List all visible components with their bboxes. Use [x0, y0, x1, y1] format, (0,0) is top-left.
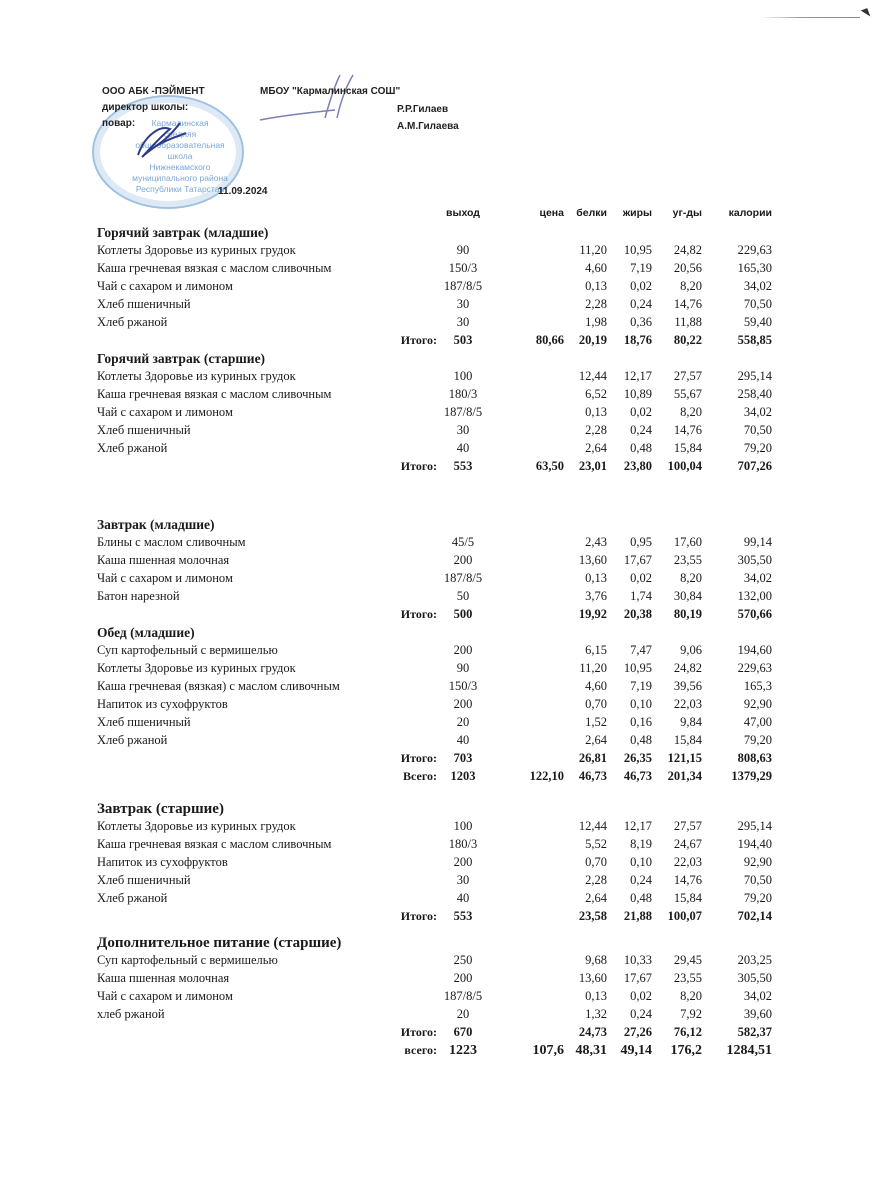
section-title: Горячий завтрак (старшие)	[97, 351, 266, 366]
subtotal-row	[97, 459, 787, 477]
cell-output: 100	[453, 369, 473, 383]
cell-output: 200	[453, 643, 473, 657]
section-title: Горячий завтрак (младшие)	[97, 225, 269, 240]
total-output: 670	[453, 1025, 473, 1039]
total-fat: 18,76	[623, 333, 652, 347]
table-row	[97, 279, 787, 297]
cell-calories: 132,00	[737, 589, 772, 603]
cell-output: 30	[456, 297, 470, 311]
dish-name: Каша пшенная молочная	[97, 971, 230, 985]
cell-carbs: 30,84	[673, 589, 702, 603]
table-row	[97, 589, 787, 607]
section-title: Завтрак (младшие)	[97, 517, 215, 532]
cell-carbs: 22,03	[673, 697, 702, 711]
section-gap	[97, 787, 787, 801]
cell-protein: 9,68	[585, 953, 607, 967]
total-calories: 808,63	[737, 751, 772, 765]
dish-name: Хлеб ржаной	[97, 441, 168, 455]
total-label: Итого:	[400, 751, 437, 765]
table-row	[97, 989, 787, 1007]
cell-output: 90	[456, 661, 470, 675]
menu-table	[97, 207, 787, 1061]
table-row	[97, 423, 787, 441]
table-row	[97, 243, 787, 261]
cell-fat: 0,24	[630, 1007, 652, 1021]
cell-output: 200	[453, 971, 473, 985]
cell-fat: 0,24	[630, 873, 652, 887]
cell-fat: 17,67	[623, 553, 652, 567]
cell-output: 20	[456, 715, 470, 729]
cell-calories: 70,50	[743, 297, 772, 311]
cell-carbs: 9,84	[680, 715, 702, 729]
cell-protein: 1,32	[585, 1007, 607, 1021]
cell-calories: 258,40	[737, 387, 772, 401]
total-price: 63,50	[535, 459, 564, 473]
cook-label: повар:	[102, 118, 136, 129]
dish-name: Каша гречневая вязкая с маслом сливочным	[97, 837, 332, 851]
cell-calories: 39,60	[743, 1007, 772, 1021]
total-protein: 48,31	[575, 1043, 607, 1058]
total-output: 553	[453, 909, 473, 923]
cell-carbs: 55,67	[673, 387, 702, 401]
cell-carbs: 8,20	[680, 989, 702, 1003]
cell-fat: 7,19	[630, 261, 652, 275]
menu-date: 11.09.2024	[218, 186, 268, 197]
cell-fat: 0,48	[630, 441, 652, 455]
cell-fat: 0,95	[630, 535, 652, 549]
grand-total-row	[97, 769, 787, 787]
section-title-row	[97, 801, 787, 819]
cell-output: 50	[456, 589, 470, 603]
cell-fat: 0,02	[630, 571, 652, 585]
cell-calories: 47,00	[743, 715, 772, 729]
cell-output: 90	[456, 243, 470, 257]
cell-carbs: 24,82	[673, 661, 702, 675]
cell-carbs: 29,45	[673, 953, 702, 967]
dish-name: Котлеты Здоровье из куриных грудок	[97, 243, 296, 257]
cell-output: 200	[453, 697, 473, 711]
section-title: Завтрак (старшие)	[97, 801, 224, 817]
cell-carbs: 11,88	[674, 315, 702, 329]
dish-name: Суп картофельный с вермишелью	[97, 643, 278, 657]
dish-name: Каша гречневая вязкая с маслом сливочным	[97, 261, 332, 275]
cell-fat: 7,47	[630, 643, 652, 657]
company-name: ООО АБК -ПЭЙМЕНТ	[102, 86, 205, 97]
cell-calories: 92,90	[743, 855, 772, 869]
total-protein: 26,81	[578, 751, 607, 765]
cell-output: 250	[453, 953, 473, 967]
cell-calories: 305,50	[737, 971, 772, 985]
cell-fat: 0,24	[630, 297, 652, 311]
dish-name: Чай с сахаром и лимоном	[97, 989, 233, 1003]
cell-output: 20	[456, 1007, 470, 1021]
col-carbs: уг-ды	[672, 207, 702, 219]
col-price: цена	[539, 207, 564, 219]
table-row	[97, 535, 787, 553]
dish-name: Хлеб ржаной	[97, 315, 168, 329]
total-label: Итого:	[400, 607, 437, 621]
cell-protein: 0,13	[585, 279, 607, 293]
cell-protein: 1,98	[585, 315, 607, 329]
table-row	[97, 855, 787, 873]
table-row	[97, 891, 787, 909]
dish-name: Котлеты Здоровье из куриных грудок	[97, 819, 296, 833]
cell-calories: 295,14	[737, 819, 772, 833]
cell-protein: 0,70	[585, 697, 607, 711]
cell-calories: 295,14	[737, 369, 772, 383]
cell-calories: 34,02	[743, 989, 772, 1003]
dish-name: Чай с сахаром и лимоном	[97, 571, 233, 585]
cell-carbs: 39,56	[673, 679, 702, 693]
cell-carbs: 23,55	[673, 971, 702, 985]
dish-name: Хлеб пшеничный	[97, 715, 191, 729]
total-protein: 24,73	[578, 1025, 607, 1039]
table-row	[97, 369, 787, 387]
grand-total-row	[97, 1043, 787, 1061]
total-carbs: 201,34	[667, 769, 702, 783]
dish-name: Каша гречневая вязкая с маслом сливочным	[97, 387, 332, 401]
dish-name: Напиток из сухофруктов	[97, 855, 228, 869]
column-headers	[97, 207, 787, 225]
total-protein: 19,92	[578, 607, 607, 621]
dish-name: Блины с маслом сливочным	[97, 535, 246, 549]
cell-calories: 92,90	[743, 697, 772, 711]
subtotal-row	[97, 333, 787, 351]
table-row	[97, 733, 787, 751]
cell-protein: 2,28	[585, 873, 607, 887]
dish-name: Котлеты Здоровье из куриных грудок	[97, 369, 296, 383]
cell-carbs: 24,82	[673, 243, 702, 257]
cell-protein: 6,15	[585, 643, 607, 657]
subtotal-row	[97, 909, 787, 927]
total-label: всего:	[404, 1043, 437, 1057]
cell-calories: 203,25	[737, 953, 772, 967]
table-row	[97, 837, 787, 855]
cell-output: 150/3	[448, 679, 478, 693]
cell-calories: 194,60	[737, 643, 772, 657]
total-label: Итого:	[400, 333, 437, 347]
cell-output: 30	[456, 315, 470, 329]
table-row	[97, 261, 787, 279]
total-protein: 20,19	[578, 333, 607, 347]
cell-protein: 2,64	[585, 733, 607, 747]
total-carbs: 100,07	[667, 909, 702, 923]
cell-fat: 0,10	[630, 697, 652, 711]
cook-signature	[130, 115, 190, 165]
total-calories: 582,37	[737, 1025, 772, 1039]
cell-protein: 13,60	[578, 971, 607, 985]
table-row	[97, 441, 787, 459]
total-protein: 23,58	[578, 909, 607, 923]
cell-calories: 99,14	[743, 535, 772, 549]
cell-calories: 79,20	[743, 891, 772, 905]
school-name: МБОУ "Кармалинская СОШ"	[260, 86, 401, 97]
table-row	[97, 553, 787, 571]
scan-corner-mark	[861, 8, 871, 19]
cell-calories: 34,02	[743, 571, 772, 585]
table-row	[97, 971, 787, 989]
director-label: директор школы:	[102, 102, 189, 113]
subtotal-row	[97, 607, 787, 625]
cell-output: 187/8/5	[443, 571, 483, 585]
cell-calories: 165,30	[737, 261, 772, 275]
cell-output: 180/3	[448, 387, 478, 401]
table-row	[97, 643, 787, 661]
total-price: 122,10	[529, 769, 564, 783]
cell-fat: 0,02	[630, 989, 652, 1003]
cell-calories: 59,40	[743, 315, 772, 329]
col-fat: жиры	[622, 207, 652, 219]
total-fat: 21,88	[623, 909, 652, 923]
cell-protein: 4,60	[585, 679, 607, 693]
table-row	[97, 697, 787, 715]
section-gap	[97, 477, 787, 517]
cell-carbs: 15,84	[673, 441, 702, 455]
cell-protein: 0,13	[585, 989, 607, 1003]
cell-fat: 12,17	[623, 369, 652, 383]
cell-protein: 11,20	[579, 243, 607, 257]
cell-protein: 13,60	[578, 553, 607, 567]
cell-fat: 10,89	[623, 387, 652, 401]
cell-output: 200	[453, 855, 473, 869]
cell-protein: 4,60	[585, 261, 607, 275]
dish-name: Батон нарезной	[97, 589, 180, 603]
total-fat: 23,80	[623, 459, 652, 473]
cell-output: 187/8/5	[443, 405, 483, 419]
cell-fat: 0,36	[630, 315, 652, 329]
table-row	[97, 387, 787, 405]
total-calories: 1284,51	[726, 1043, 772, 1058]
total-carbs: 176,2	[670, 1043, 702, 1058]
stamp-text: Кармалинская средняя общеобразовательная школа Нижнекамского муниципального района Республики Татарстан	[132, 118, 228, 194]
cell-protein: 12,44	[578, 369, 607, 383]
cell-output: 40	[456, 733, 470, 747]
dish-name: Котлеты Здоровье из куриных грудок	[97, 661, 296, 675]
cell-calories: 79,20	[743, 733, 772, 747]
cell-fat: 17,67	[623, 971, 652, 985]
cell-protein: 0,13	[585, 405, 607, 419]
cell-carbs: 24,67	[673, 837, 702, 851]
subtotal-row	[97, 1025, 787, 1043]
table-row	[97, 405, 787, 423]
cell-carbs: 15,84	[673, 733, 702, 747]
cell-protein: 2,43	[585, 535, 607, 549]
cell-output: 30	[456, 423, 470, 437]
director-name: Р.Р.Гилаев	[397, 104, 449, 115]
total-protein: 46,73	[578, 769, 607, 783]
cell-carbs: 7,92	[680, 1007, 702, 1021]
cell-calories: 70,50	[743, 873, 772, 887]
cell-protein: 2,64	[585, 441, 607, 455]
total-calories: 707,26	[737, 459, 772, 473]
total-calories: 702,14	[737, 909, 772, 923]
section-title-row	[97, 351, 787, 369]
cell-fat: 0,48	[630, 891, 652, 905]
table-row	[97, 315, 787, 333]
cell-protein: 2,28	[585, 297, 607, 311]
cell-fat: 0,02	[630, 279, 652, 293]
dish-name: Чай с сахаром и лимоном	[97, 405, 233, 419]
cell-carbs: 14,76	[673, 423, 702, 437]
cell-carbs: 8,20	[680, 405, 702, 419]
cell-carbs: 15,84	[673, 891, 702, 905]
cell-calories: 34,02	[743, 279, 772, 293]
cell-carbs: 8,20	[680, 571, 702, 585]
cook-name: А.М.Гилаева	[397, 121, 459, 132]
total-output: 503	[453, 333, 473, 347]
total-price: 107,6	[532, 1043, 564, 1058]
cell-carbs: 22,03	[673, 855, 702, 869]
cell-output: 30	[456, 873, 470, 887]
total-carbs: 121,15	[667, 751, 702, 765]
cell-carbs: 14,76	[673, 297, 702, 311]
total-label: Всего:	[403, 769, 437, 783]
dish-name: Чай с сахаром и лимоном	[97, 279, 233, 293]
scan-edge-line	[760, 17, 860, 18]
section-title: Обед (младшие)	[97, 625, 195, 640]
cell-fat: 10,95	[623, 243, 652, 257]
cell-carbs: 27,57	[673, 819, 702, 833]
cell-output: 187/8/5	[443, 279, 483, 293]
section-title-row	[97, 225, 787, 243]
table-row	[97, 679, 787, 697]
total-carbs: 100,04	[667, 459, 702, 473]
cell-calories: 305,50	[737, 553, 772, 567]
cell-protein: 11,20	[579, 661, 607, 675]
cell-fat: 1,74	[630, 589, 652, 603]
total-fat: 20,38	[623, 607, 652, 621]
cell-fat: 0,16	[630, 715, 652, 729]
cell-carbs: 27,57	[673, 369, 702, 383]
dish-name: Хлеб ржаной	[97, 891, 168, 905]
section-gap	[97, 927, 787, 935]
dish-name: Хлеб пшеничный	[97, 423, 191, 437]
col-output: выход	[446, 207, 480, 219]
total-calories: 558,85	[737, 333, 772, 347]
total-carbs: 80,22	[673, 333, 702, 347]
dish-name: хлеб ржаной	[97, 1007, 165, 1021]
total-calories: 570,66	[737, 607, 772, 621]
total-output: 703	[453, 751, 473, 765]
cell-protein: 0,13	[585, 571, 607, 585]
cell-protein: 0,70	[585, 855, 607, 869]
table-row	[97, 873, 787, 891]
cell-calories: 229,63	[737, 243, 772, 257]
cell-protein: 1,52	[585, 715, 607, 729]
total-fat: 26,35	[623, 751, 652, 765]
cell-fat: 10,95	[623, 661, 652, 675]
cell-calories: 79,20	[743, 441, 772, 455]
col-calories: калории	[728, 207, 772, 219]
dish-name: Суп картофельный с вермишелью	[97, 953, 278, 967]
cell-calories: 194,40	[737, 837, 772, 851]
cell-output: 180/3	[448, 837, 478, 851]
cell-protein: 5,52	[585, 837, 607, 851]
cell-calories: 165,3	[743, 679, 772, 693]
cell-calories: 70,50	[743, 423, 772, 437]
total-calories: 1379,29	[731, 769, 772, 783]
cell-carbs: 14,76	[673, 873, 702, 887]
cell-protein: 6,52	[585, 387, 607, 401]
cell-carbs: 9,06	[680, 643, 702, 657]
cell-fat: 0,10	[630, 855, 652, 869]
total-fat: 46,73	[623, 769, 652, 783]
total-output: 553	[453, 459, 473, 473]
total-carbs: 80,19	[673, 607, 702, 621]
total-label: Итого:	[400, 459, 437, 473]
cell-fat: 0,02	[630, 405, 652, 419]
section-title: Дополнительное питание (старшие)	[97, 935, 342, 951]
cell-output: 40	[456, 891, 470, 905]
dish-name: Каша гречневая (вязкая) с маслом сливочным	[97, 679, 340, 693]
cell-protein: 2,64	[585, 891, 607, 905]
total-output: 500	[453, 607, 473, 621]
total-output: 1203	[450, 769, 476, 783]
cell-output: 187/8/5	[443, 989, 483, 1003]
cell-fat: 12,17	[623, 819, 652, 833]
dish-name: Каша пшенная молочная	[97, 553, 230, 567]
dish-name: Хлеб пшеничный	[97, 873, 191, 887]
col-protein: белки	[576, 207, 607, 219]
section-title-row	[97, 625, 787, 643]
cell-fat: 7,19	[630, 679, 652, 693]
table-row	[97, 953, 787, 971]
table-row	[97, 661, 787, 679]
table-row	[97, 715, 787, 733]
table-row	[97, 819, 787, 837]
cell-carbs: 23,55	[673, 553, 702, 567]
total-fat: 49,14	[620, 1043, 652, 1058]
cell-fat: 10,33	[623, 953, 652, 967]
cell-calories: 229,63	[737, 661, 772, 675]
cell-output: 100	[453, 819, 473, 833]
cell-carbs: 20,56	[673, 261, 702, 275]
table-row	[97, 571, 787, 589]
dish-name: Напиток из сухофруктов	[97, 697, 228, 711]
cell-fat: 0,48	[630, 733, 652, 747]
subtotal-row	[97, 751, 787, 769]
cell-output: 40	[456, 441, 470, 455]
director-signature	[255, 70, 365, 130]
total-fat: 27,26	[623, 1025, 652, 1039]
cell-protein: 3,76	[585, 589, 607, 603]
section-title-row	[97, 935, 787, 953]
cell-carbs: 8,20	[680, 279, 702, 293]
total-label: Итого:	[400, 909, 437, 923]
table-row	[97, 297, 787, 315]
cell-fat: 0,24	[630, 423, 652, 437]
total-label: Итого:	[400, 1025, 437, 1039]
cell-fat: 8,19	[630, 837, 652, 851]
dish-name: Хлеб пшеничный	[97, 297, 191, 311]
cell-protein: 2,28	[585, 423, 607, 437]
section-title-row	[97, 517, 787, 535]
total-price: 80,66	[535, 333, 564, 347]
cell-calories: 34,02	[743, 405, 772, 419]
total-protein: 23,01	[578, 459, 607, 473]
cell-output: 200	[453, 553, 473, 567]
cell-output: 150/3	[448, 261, 478, 275]
total-carbs: 76,12	[673, 1025, 702, 1039]
cell-carbs: 17,60	[673, 535, 702, 549]
total-output: 1223	[449, 1043, 477, 1058]
cell-protein: 12,44	[578, 819, 607, 833]
dish-name: Хлеб ржаной	[97, 733, 168, 747]
cell-output: 45/5	[451, 535, 475, 549]
table-row	[97, 1007, 787, 1025]
